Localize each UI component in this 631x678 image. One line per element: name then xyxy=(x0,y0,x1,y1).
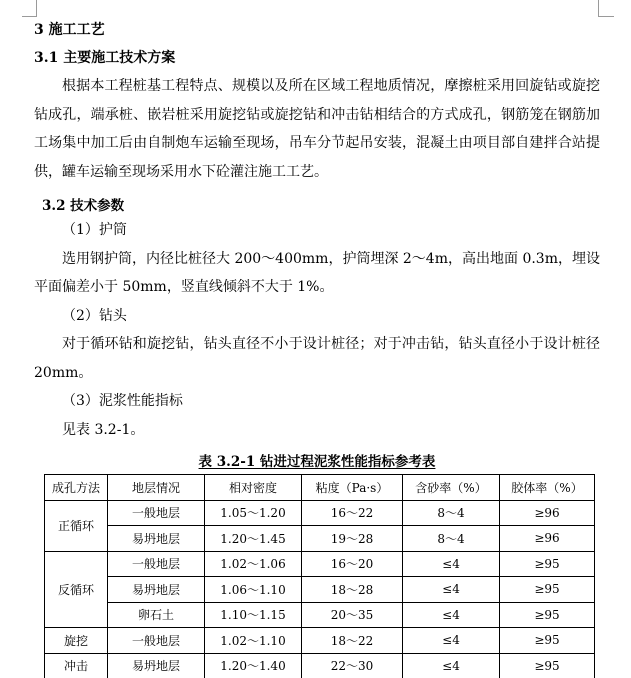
method-cell: 反循环 xyxy=(45,551,108,628)
table-cell: 卵石土 xyxy=(108,602,205,628)
heading-section-3: 3 施工工艺 xyxy=(34,22,105,38)
mud-properties-table xyxy=(44,474,595,678)
margin-mark-top-right-h xyxy=(598,16,614,17)
header-cell: 粘度（Pa·s） xyxy=(302,475,403,501)
table-cell: 8～4 xyxy=(403,500,500,526)
table-cell: 19～28 xyxy=(302,526,403,552)
table-cell: ≤4 xyxy=(403,577,500,603)
table-cell: ≤4 xyxy=(403,551,500,577)
heading-section-3-2: 3.2 技术参数 xyxy=(42,198,125,214)
table-caption: 表 3.2-1 钻进过程泥浆性能指标参考表 xyxy=(198,454,436,470)
margin-mark-top-left-h xyxy=(22,16,37,17)
item-drill-bit-text: 对于循环钻和旋挖钻，钻头直径不小于设计桩径；对于冲击钻，钻头直径小于设计桩径 20mm。 xyxy=(34,336,600,381)
table-cell: 1.20～1.40 xyxy=(205,653,302,678)
table-cell: 易坍地层 xyxy=(108,653,205,678)
table-cell: 1.05～1.20 xyxy=(205,500,302,526)
table-cell: 20～35 xyxy=(302,602,403,628)
table-cell: ≤4 xyxy=(403,628,500,654)
table-cell: 1.10～1.15 xyxy=(205,602,302,628)
table-cell: 一般地层 xyxy=(108,500,205,526)
table-cell: ≥96 xyxy=(500,500,595,526)
table-cell: ≤4 xyxy=(403,602,500,628)
table-cell: 易坍地层 xyxy=(108,526,205,552)
method-cell: 旋挖 xyxy=(45,628,108,654)
table-cell: 18～22 xyxy=(302,628,403,654)
table-row xyxy=(45,500,595,526)
item-drill-bit-title: （2）钻头 xyxy=(62,307,127,324)
table-cell: 16～22 xyxy=(302,500,403,526)
header-cell: 相对密度 xyxy=(205,475,302,501)
item-casing-title: （1）护筒 xyxy=(62,222,127,238)
table-cell: 易坍地层 xyxy=(108,577,205,603)
table-cell: 8～4 xyxy=(403,526,500,552)
table-cell: 1.06～1.10 xyxy=(205,577,302,603)
table-cell: ≥96 xyxy=(500,526,595,552)
method-cell: 冲击 xyxy=(45,653,108,678)
table-row xyxy=(45,577,595,603)
margin-mark-top-right xyxy=(598,0,599,16)
heading-section-3-1: 3.1 主要施工技术方案 xyxy=(34,50,176,66)
header-cell: 成孔方法 xyxy=(45,475,108,501)
table-cell: 一般地层 xyxy=(108,551,205,577)
table-row xyxy=(45,551,595,577)
table-header-row xyxy=(45,475,595,501)
header-cell: 地层情况 xyxy=(108,475,205,501)
method-cell: 正循环 xyxy=(45,500,108,551)
table-row xyxy=(45,526,595,552)
table-cell: 22～30 xyxy=(302,653,403,678)
table-cell: ≥95 xyxy=(500,602,595,628)
table-cell: ≥95 xyxy=(500,551,595,577)
item-mud-title: （3）泥浆性能指标 xyxy=(62,393,183,409)
item-casing-text: 选用钢护筒，内径比桩径大 200～400mm，护筒埋深 2～4m，高出地面 0.3m，埋设平面偏差小于 50mm，竖直线倾斜不大于 1%。 xyxy=(34,250,600,295)
table-cell: 18～28 xyxy=(302,577,403,603)
document-page xyxy=(34,20,600,678)
table-cell: ≤4 xyxy=(403,653,500,678)
header-cell: 胶体率（%） xyxy=(500,475,595,501)
margin-mark-top-left xyxy=(36,0,37,16)
header-cell: 含砂率（%） xyxy=(403,475,500,501)
table-cell: ≥95 xyxy=(500,577,595,603)
table-row xyxy=(45,628,595,654)
table-cell: ≥95 xyxy=(500,653,595,678)
paragraph-construction-plan: 根据本工程桩基工程特点、规模以及所在区域工程地质情况，摩擦桩采用回旋钻或旋挖钻成孔，端承桩、嵌岩桩采用旋挖钻或旋挖钻和冲击钻相结合的方式成孔，钢筋笼在钢筋加工场集中加工后由自制炮车运输至现场，吊车分节起吊安装，混凝土由项目部自建拌合站提供，罐车运输至现场采用水下砼灌注施工工艺。 xyxy=(34,78,600,180)
table-cell: ≥95 xyxy=(500,628,595,654)
table-cell: 1.02～1.06 xyxy=(205,551,302,577)
table-cell: 1.20～1.45 xyxy=(205,526,302,552)
item-mud-text: 见表 3.2-1。 xyxy=(62,421,145,438)
table-row xyxy=(45,602,595,628)
table-cell: 一般地层 xyxy=(108,628,205,654)
table-cell: 16～20 xyxy=(302,551,403,577)
table-cell: 1.02～1.10 xyxy=(205,628,302,654)
